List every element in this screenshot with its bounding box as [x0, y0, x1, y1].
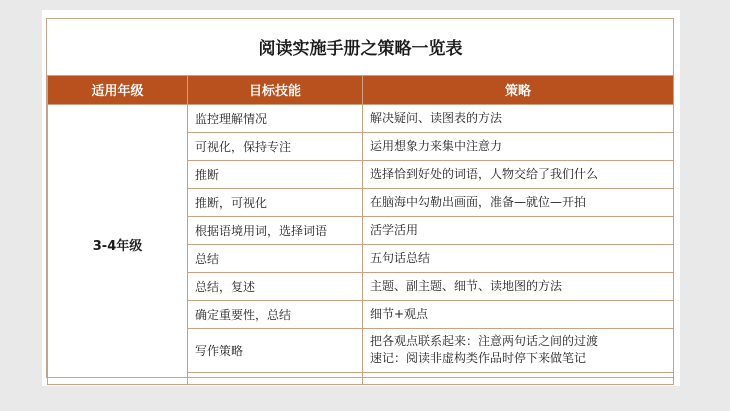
skill-cell: 根据语境用词，选择词语 [188, 216, 363, 244]
grade-cell: 3-4年级 [48, 104, 188, 384]
strategy-cell [363, 272, 674, 300]
strategy-cell [363, 300, 674, 328]
strategy-line: 解决疑问、读图表的方法 [370, 110, 503, 125]
strategy-line: 运用想象力来集中注意力 [370, 138, 503, 153]
strategy-line: 细节+观点 [370, 306, 429, 321]
strategy-line: 速记：阅读非虚构类作品时停下来做笔记 [370, 351, 587, 365]
strategy-line: 主题、副主题、细节、读地图的方法 [370, 278, 563, 293]
skill-cell: 监控理解情况 [188, 104, 363, 132]
strategy-cell [363, 188, 674, 216]
skill-cell: 可视化，保持专注 [188, 132, 363, 160]
header-strategy: 策略 [363, 75, 674, 104]
slide-page [42, 10, 680, 386]
skill-cell-empty [188, 372, 363, 384]
header-skill: 目标技能 [188, 75, 363, 104]
skill-cell: 写作策略 [188, 328, 363, 372]
strategy-cell [363, 216, 674, 244]
strategy-line: 在脑海中勾勒出画面，准备—就位—开拍 [370, 194, 587, 209]
skill-cell: 总结，复述 [188, 272, 363, 300]
strategy-line: 活学活用 [370, 222, 419, 237]
strategy-cell [363, 244, 674, 272]
strategy-line: 把各观点联系起来：注意两句话之间的过渡 [370, 334, 599, 348]
strategy-cell [363, 328, 674, 372]
skill-cell: 推断 [188, 160, 363, 188]
strategy-cell [363, 160, 674, 188]
strategy-cell [363, 132, 674, 160]
skill-cell: 确定重要性，总结 [188, 300, 363, 328]
title-row [48, 19, 674, 75]
strategy-line: 选择恰到好处的词语，人物交给了我们什么 [370, 166, 599, 181]
skill-cell: 总结 [188, 244, 363, 272]
strategy-table [47, 19, 674, 385]
header-grade: 适用年级 [48, 75, 188, 104]
skill-cell: 推断，可视化 [188, 188, 363, 216]
table-title: 阅读实施手册之策略一览表 [48, 19, 674, 75]
table-row [48, 104, 674, 132]
strategy-cell [363, 104, 674, 132]
strategy-line: 五句话总结 [370, 250, 431, 265]
strategy-cell-empty [363, 372, 674, 384]
header-row [48, 75, 674, 104]
